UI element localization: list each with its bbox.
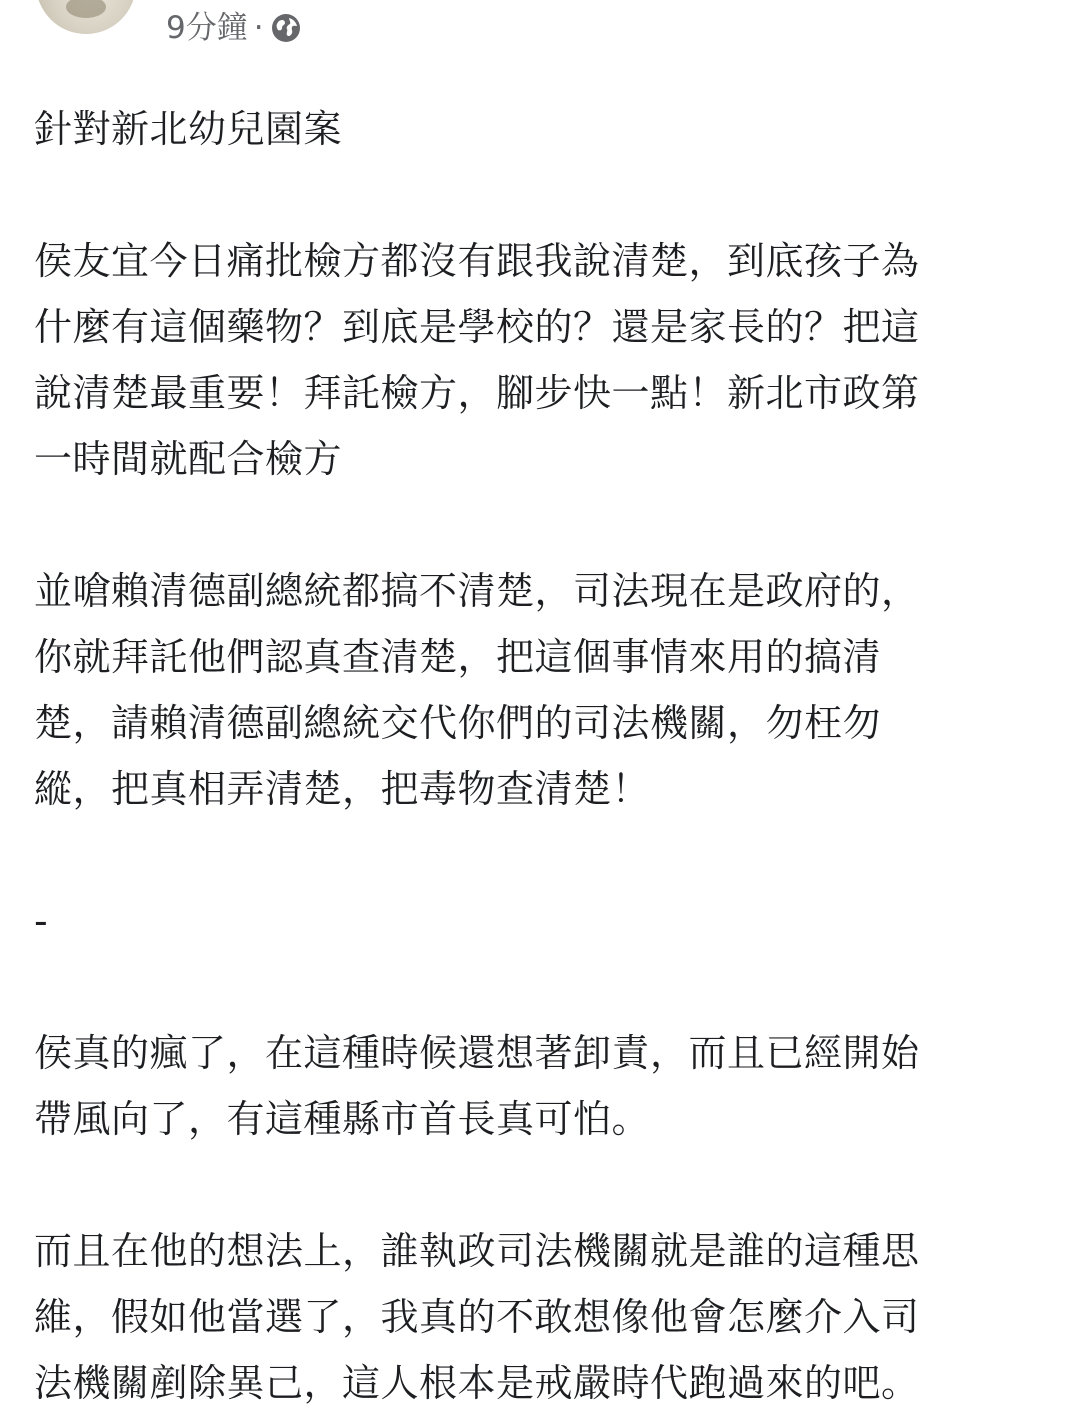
- meta-separator: ·: [253, 10, 264, 46]
- text-line: 你就拜託他們認真查清楚，把這個事情來用的搞清: [34, 635, 882, 679]
- separator-dash: -: [34, 899, 49, 943]
- text-line: 侯真的瘋了，在這種時候還想著卸責，而且已經開始: [34, 1031, 920, 1075]
- paragraph-2: [34, 228, 1054, 492]
- post-timestamp[interactable]: 9分鐘: [166, 10, 248, 46]
- paragraph-gap: [34, 162, 1054, 228]
- paragraph-5: [34, 1020, 1054, 1152]
- paragraph-gap: [34, 954, 1054, 1020]
- post-header: [0, 0, 1080, 70]
- text-line: 縱，把真相弄清楚，把毒物查清楚！: [34, 767, 651, 811]
- text-line: 帶風向了，有這種縣市首長真可怕。: [34, 1097, 651, 1141]
- post-content: [34, 96, 1054, 1416]
- text-line: 法機關剷除異己，這人根本是戒嚴時代跑過來的吧。: [34, 1361, 920, 1405]
- post-meta: [166, 8, 302, 48]
- paragraph-6: [34, 1218, 1054, 1416]
- text-line: 一時間就配合檢方: [34, 437, 343, 481]
- paragraph-1: [34, 96, 1054, 162]
- paragraph-3: [34, 558, 1054, 822]
- text-line: 針對新北幼兒園案: [34, 107, 343, 151]
- paragraph-gap: [34, 492, 1054, 558]
- paragraph-4: [34, 888, 1054, 954]
- paragraph-gap: [34, 1152, 1054, 1218]
- text-line: 楚，請賴清德副總統交代你們的司法機關，勿枉勿: [34, 701, 882, 745]
- text-line: 什麼有這個藥物？到底是學校的？還是家長的？把這: [34, 305, 920, 349]
- text-line: 而且在他的想法上，誰執政司法機關就是誰的這種思: [34, 1229, 920, 1273]
- globe-icon[interactable]: [270, 12, 302, 44]
- text-line: 並嗆賴清德副總統都搞不清楚，司法現在是政府的，: [34, 569, 920, 613]
- paragraph-gap: [34, 822, 1054, 888]
- avatar[interactable]: [36, 0, 136, 34]
- text-line: 侯友宜今日痛批檢方都沒有跟我說清楚，到底孩子為: [34, 239, 920, 283]
- text-line: 維，假如他當選了，我真的不敢想像他會怎麼介入司: [34, 1295, 920, 1339]
- text-line: 說清楚最重要！拜託檢方，腳步快一點！新北市政第: [34, 371, 920, 415]
